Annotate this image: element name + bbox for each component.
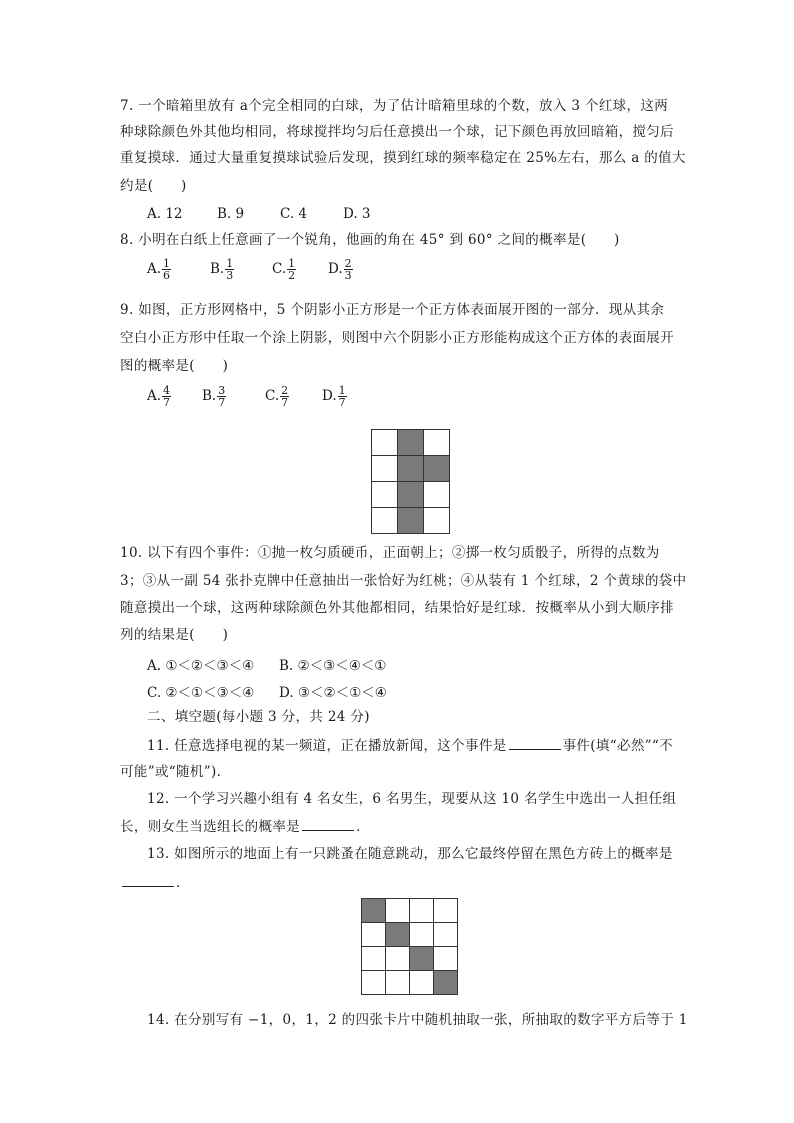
q9-option-b-label: B. — [202, 388, 217, 404]
q10-line-4: 列的结果是( ) — [120, 627, 229, 643]
q10-option-c: C. ②＜①＜③＜④ — [147, 685, 255, 701]
cube-net-shaded-cell — [398, 508, 424, 534]
q9-option-c-denominator: 7 — [281, 396, 289, 409]
q8-option-a-label: A. — [147, 261, 162, 277]
q9-option-b-fraction — [217, 385, 226, 408]
q10-line-2: 3；③从一副 54 张扑克牌中任意抽出一张恰好为红桃；④从装有 1 个红球，2 个黄球的袋中 — [120, 573, 687, 589]
cube-net-empty-cell — [372, 456, 398, 482]
q9-option-b-numerator: 3 — [218, 384, 226, 397]
q9-option-d — [322, 385, 347, 408]
cube-net-empty-cell — [372, 430, 398, 456]
cube-net-empty-cell — [424, 508, 450, 534]
floor-tile-shaded-cell — [386, 923, 410, 947]
floor-tile-empty-cell — [362, 971, 386, 995]
floor-tile-empty-cell — [434, 899, 458, 923]
floor-tile-row — [362, 971, 458, 995]
q10-option-b: B. ②＜③＜④＜① — [279, 658, 387, 674]
section-2-heading: 二、填空题(每小题 3 分，共 24 分) — [147, 709, 370, 725]
q10-line-3: 随意摸出一个球，这两种球除颜色外其他都相同，结果恰好是红球．按概率从小到大顺序排 — [120, 600, 674, 616]
q7-line-2: 种球除颜色外其他均相同，将球搅拌均匀后任意摸出一个球，记下颜色再放回暗箱，搅匀后 — [120, 124, 674, 140]
floor-tile-empty-cell — [362, 947, 386, 971]
q8-option-d-fraction — [344, 258, 353, 281]
q8-option-c-numerator: 1 — [288, 257, 296, 270]
floor-tile-row — [362, 947, 458, 971]
q8-option-c-label: C. — [272, 261, 287, 277]
floor-tile-row — [362, 899, 458, 923]
cube-net-empty-cell — [424, 482, 450, 508]
q9-line-3: 图的概率是( ) — [120, 358, 229, 374]
q10-option-d: D. ③＜②＜①＜④ — [279, 685, 387, 701]
q9-option-a-label: A. — [147, 388, 162, 404]
q7-option-c: C. 4 — [280, 206, 308, 222]
q11-text-after-blank: 事件(填“必然”“不 — [562, 738, 674, 754]
q12-line-2 — [120, 816, 370, 837]
q12-text-after-blank: ． — [356, 819, 370, 835]
cube-net-empty-cell — [372, 482, 398, 508]
q7-line-1: 7. 一个暗箱里放有 a个完全相同的白球，为了估计暗箱里球的个数，放入 3 个红球，这两 — [120, 98, 669, 114]
q9-option-a-denominator: 7 — [163, 396, 171, 409]
floor-tile-grid — [361, 898, 458, 995]
cube-net-row — [372, 482, 450, 508]
floor-tile-empty-cell — [386, 899, 410, 923]
floor-tile-empty-cell — [434, 947, 458, 971]
floor-tile-shaded-cell — [362, 899, 386, 923]
q8-option-d-numerator: 2 — [344, 257, 352, 270]
q7-line-4: 约是( ) — [120, 178, 187, 194]
q8-option-d — [328, 258, 353, 281]
q7-option-a: A. 12 — [147, 206, 183, 222]
q9-option-a-fraction — [162, 385, 171, 408]
q10-option-a: A. ①＜②＜③＜④ — [147, 658, 255, 674]
q12-answer-blank — [302, 816, 354, 831]
q9-option-d-denominator: 7 — [338, 396, 346, 409]
cube-net-shaded-cell — [424, 456, 450, 482]
floor-tile-shaded-cell — [434, 971, 458, 995]
cube-net-shaded-cell — [398, 430, 424, 456]
q8-option-a-denominator: 6 — [163, 269, 171, 282]
floor-tile-empty-cell — [386, 971, 410, 995]
q9-line-2: 空白小正方形中任取一个涂上阴影，则图中六个阴影小正方形能构成这个正方体的表面展开 — [120, 330, 674, 346]
q9-option-a — [147, 385, 171, 408]
floor-tile-empty-cell — [410, 899, 434, 923]
q11-answer-blank — [509, 735, 561, 750]
q13-line-2 — [120, 872, 190, 893]
q8-option-a — [147, 258, 171, 281]
q9-option-d-fraction — [338, 385, 347, 408]
floor-tile-empty-cell — [362, 923, 386, 947]
q8-option-a-fraction — [162, 258, 171, 281]
q8-option-c-denominator: 2 — [288, 269, 296, 282]
cube-net-row — [372, 508, 450, 534]
q9-option-c-numerator: 2 — [281, 384, 289, 397]
q8-option-c-fraction — [287, 258, 296, 281]
q8-option-d-denominator: 3 — [344, 269, 352, 282]
q12-line-1: 12. 一个学习兴趣小组有 4 名女生，6 名男生，现要从这 10 名学生中选出一人担任组 — [147, 791, 677, 807]
q14-line-1: 14. 在分别写有 −1，0，1，2 的四张卡片中随机抽取一张，所抽取的数字平方后等于 1 — [147, 1012, 688, 1028]
q11-text-before-blank: 11. 任意选择电视的某一频道，正在播放新闻，这个事件是 — [147, 738, 507, 754]
q7-option-d: D. 3 — [343, 206, 371, 222]
q8-option-b — [210, 258, 234, 281]
q8-option-b-label: B. — [210, 261, 225, 277]
floor-tile-row — [362, 923, 458, 947]
cube-net-row — [372, 456, 450, 482]
q13-line-1: 13. 如图所示的地面上有一只跳蚤在随意跳动，那么它最终停留在黑色方砖上的概率是 — [147, 846, 673, 862]
q8-option-a-numerator: 1 — [163, 257, 171, 270]
q13-text-after-blank: ． — [176, 875, 190, 891]
cube-net-shaded-cell — [398, 482, 424, 508]
q9-option-c-label: C. — [265, 388, 280, 404]
floor-tile-shaded-cell — [410, 947, 434, 971]
q9-option-b-denominator: 7 — [218, 396, 226, 409]
cube-net-grid — [371, 429, 450, 534]
q8-option-b-numerator: 1 — [226, 257, 234, 270]
q13-answer-blank — [122, 872, 174, 887]
cube-net-empty-cell — [372, 508, 398, 534]
floor-tile-empty-cell — [434, 923, 458, 947]
q9-option-d-numerator: 1 — [338, 384, 346, 397]
cube-net-empty-cell — [424, 430, 450, 456]
q10-line-1: 10. 以下有四个事件：①抛一枚匀质硬币，正面朝上；②掷一枚匀质骰子，所得的点数为 — [120, 545, 660, 561]
q7-line-3: 重复摸球．通过大量重复摸球试验后发现，摸到红球的频率稳定在 25%左右，那么 a 的值大 — [120, 150, 686, 166]
q9-option-b — [202, 385, 226, 408]
cube-net-row — [372, 430, 450, 456]
floor-tile-empty-cell — [410, 923, 434, 947]
q8-option-b-fraction — [225, 258, 234, 281]
floor-tile-empty-cell — [410, 971, 434, 995]
q9-option-a-numerator: 4 — [163, 384, 171, 397]
floor-tile-empty-cell — [386, 947, 410, 971]
q7-option-b: B. 9 — [217, 206, 245, 222]
q8-text: 8. 小明在白纸上任意画了一个锐角，他画的角在 45° 到 60° 之间的概率是( ) — [120, 232, 620, 248]
q12-text-before-blank: 长，则女生当选组长的概率是 — [120, 819, 301, 835]
q8-option-d-label: D. — [328, 261, 343, 277]
q11-line-2: 可能”或“随机”)． — [120, 764, 231, 780]
q9-line-1: 9. 如图，正方形网格中，5 个阴影小正方形是一个正方体表面展开图的一部分．现从其余 — [120, 302, 665, 318]
q8-option-c — [272, 258, 296, 281]
q9-option-c-fraction — [280, 385, 289, 408]
q8-option-b-denominator: 3 — [226, 269, 234, 282]
cube-net-shaded-cell — [398, 456, 424, 482]
q11-line-1 — [147, 735, 673, 756]
q9-option-d-label: D. — [322, 388, 337, 404]
q9-option-c — [265, 385, 289, 408]
